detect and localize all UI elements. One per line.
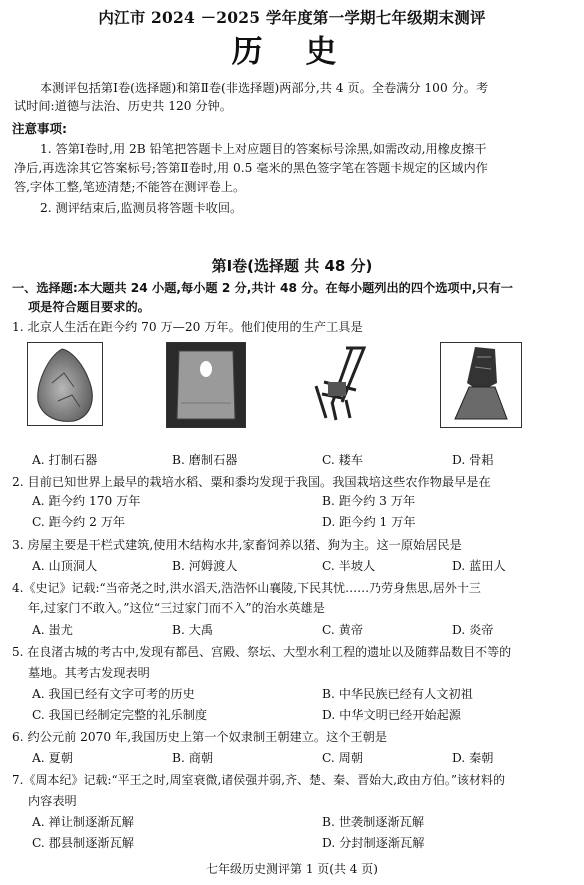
question-3-option-d[interactable]: D. 蓝田人 — [452, 559, 506, 573]
question-7-stem-line-1: 7.《周本纪》记载:“平王之时,周室衰微,诸侯强并弱,齐、楚、秦、晋始大,政由方伯。”该材料的 — [12, 773, 506, 787]
question-1-option-a[interactable]: A. 打制石器 — [32, 453, 98, 467]
question-1-option-b[interactable]: B. 磨制石器 — [172, 453, 238, 467]
exam-title: 内江市 2024 －2025 学年度第一学期七年级期末测评 — [98, 8, 486, 27]
question-4-stem-line-2: 年,过家门不敢入。”这位“三过家门而不入”的治水英雄是 — [28, 601, 325, 615]
question-3-option-c[interactable]: C. 半坡人 — [322, 559, 376, 573]
question-4-option-c[interactable]: C. 黄帝 — [322, 623, 364, 637]
question-5-option-c[interactable]: C. 我国已经制定完整的礼乐制度 — [32, 708, 208, 722]
question-4-stem-line-1: 4.《史记》记载:“当帝尧之时,洪水滔天,浩浩怀山襄陵,下民其忧……乃劳身焦思,居外十三 — [12, 581, 481, 595]
question-6-option-b[interactable]: B. 商朝 — [172, 751, 214, 765]
question-7-stem-line-2: 内容表明 — [28, 794, 77, 808]
question-6-option-c[interactable]: C. 周朝 — [322, 751, 364, 765]
question-1-stem: 1. 北京人生活在距今约 70 万—20 万年。他们使用的生产工具是 — [12, 320, 363, 334]
note-1-line-2: 净后,再选涂其它答案标号;答第Ⅱ卷时,用 0.5 毫米的黑色签字笔在答题卡规定的区域内作 — [14, 161, 488, 175]
section-instruction-line-1: 一、选择题:本大题共 24 小题,每小题 2 分,共计 48 分。在每小题列出的四个选项中,只有一 — [12, 281, 513, 295]
question-4-option-b[interactable]: B. 大禹 — [172, 623, 214, 637]
question-3-stem: 3. 房屋主要是干栏式建筑,使用木结构水井,家畜饲养以猪、狗为主。这一原始居民是 — [12, 538, 462, 552]
question-4-option-a[interactable]: A. 蚩尤 — [32, 623, 73, 637]
notes-heading: 注意事项: — [12, 121, 67, 136]
section-title: 第Ⅰ卷(选择题 共 48 分) — [211, 257, 373, 275]
question-6-option-d[interactable]: D. 秦朝 — [452, 751, 494, 765]
question-2-option-d[interactable]: D. 距今约 1 万年 — [322, 515, 416, 529]
question-6-stem: 6. 约公元前 2070 年,我国历史上第一个奴隶制王朝建立。这个王朝是 — [12, 730, 388, 744]
question-2-option-c[interactable]: C. 距今约 2 万年 — [32, 515, 126, 529]
question-7-option-d[interactable]: D. 分封制逐渐瓦解 — [322, 836, 425, 850]
note-1-line-3: 答,字体工整,笔迹清楚;不能答在测评卷上。 — [14, 180, 246, 194]
note-2: 2. 测评结束后,监测员将答题卡收回。 — [40, 201, 243, 215]
note-1-line-1: 1. 答第Ⅰ卷时,用 2B 铅笔把答题卡上对应题目的答案标号涂黑,如需改动,用橡皮擦干 — [40, 142, 487, 156]
question-7-option-c[interactable]: C. 郡县制逐渐瓦解 — [32, 836, 134, 850]
question-5-stem-line-1: 5. 在良渚古城的考古中,发现有都邑、宫殿、祭坛、大型水利工程的遗址以及随葬品数目不等的 — [12, 645, 512, 659]
bone-spade-image — [440, 342, 522, 428]
question-1-option-d[interactable]: D. 骨耜 — [452, 453, 494, 467]
question-7-option-b[interactable]: B. 世袭制逐渐瓦解 — [322, 815, 425, 829]
question-6-option-a[interactable]: A. 夏朝 — [32, 751, 73, 765]
seed-drill-image — [302, 342, 386, 424]
question-2-option-b[interactable]: B. 距今约 3 万年 — [322, 494, 416, 508]
intro-line-2: 试时间:道德与法治、历史共 120 分钟。 — [14, 99, 232, 113]
chipped-stone-tool-image — [27, 342, 103, 426]
question-2-option-a[interactable]: A. 距今约 170 万年 — [32, 494, 141, 508]
question-7-option-a[interactable]: A. 禅让制逐渐瓦解 — [32, 815, 134, 829]
question-3-option-a[interactable]: A. 山顶洞人 — [32, 559, 98, 573]
question-5-stem-line-2: 墓地。其考古发现表明 — [28, 666, 150, 680]
section-instruction-line-2: 项是符合题目要求的。 — [28, 300, 150, 314]
question-4-option-d[interactable]: D. 炎帝 — [452, 623, 494, 637]
question-5-option-d[interactable]: D. 中华文明已经开始起源 — [322, 708, 461, 722]
subject-title: 历 史 — [231, 34, 353, 70]
polished-stone-axe-image — [166, 342, 246, 428]
page-footer: 七年级历史测评第 1 页(共 4 页) — [206, 862, 378, 876]
question-2-stem: 2. 目前已知世界上最早的栽培水稻、粟和黍均发现于我国。我国栽培这些农作物最早是在 — [12, 475, 491, 489]
question-3-option-b[interactable]: B. 河姆渡人 — [172, 559, 238, 573]
question-5-option-a[interactable]: A. 我国已经有文字可考的历史 — [32, 687, 195, 701]
question-5-option-b[interactable]: B. 中华民族已经有人文初祖 — [322, 687, 473, 701]
intro-line-1: 本测评包括第Ⅰ卷(选择题)和第Ⅱ卷(非选择题)两部分,共 4 页。全卷满分 100 分。考 — [40, 81, 489, 95]
question-1-option-c[interactable]: C. 耧车 — [322, 453, 364, 467]
